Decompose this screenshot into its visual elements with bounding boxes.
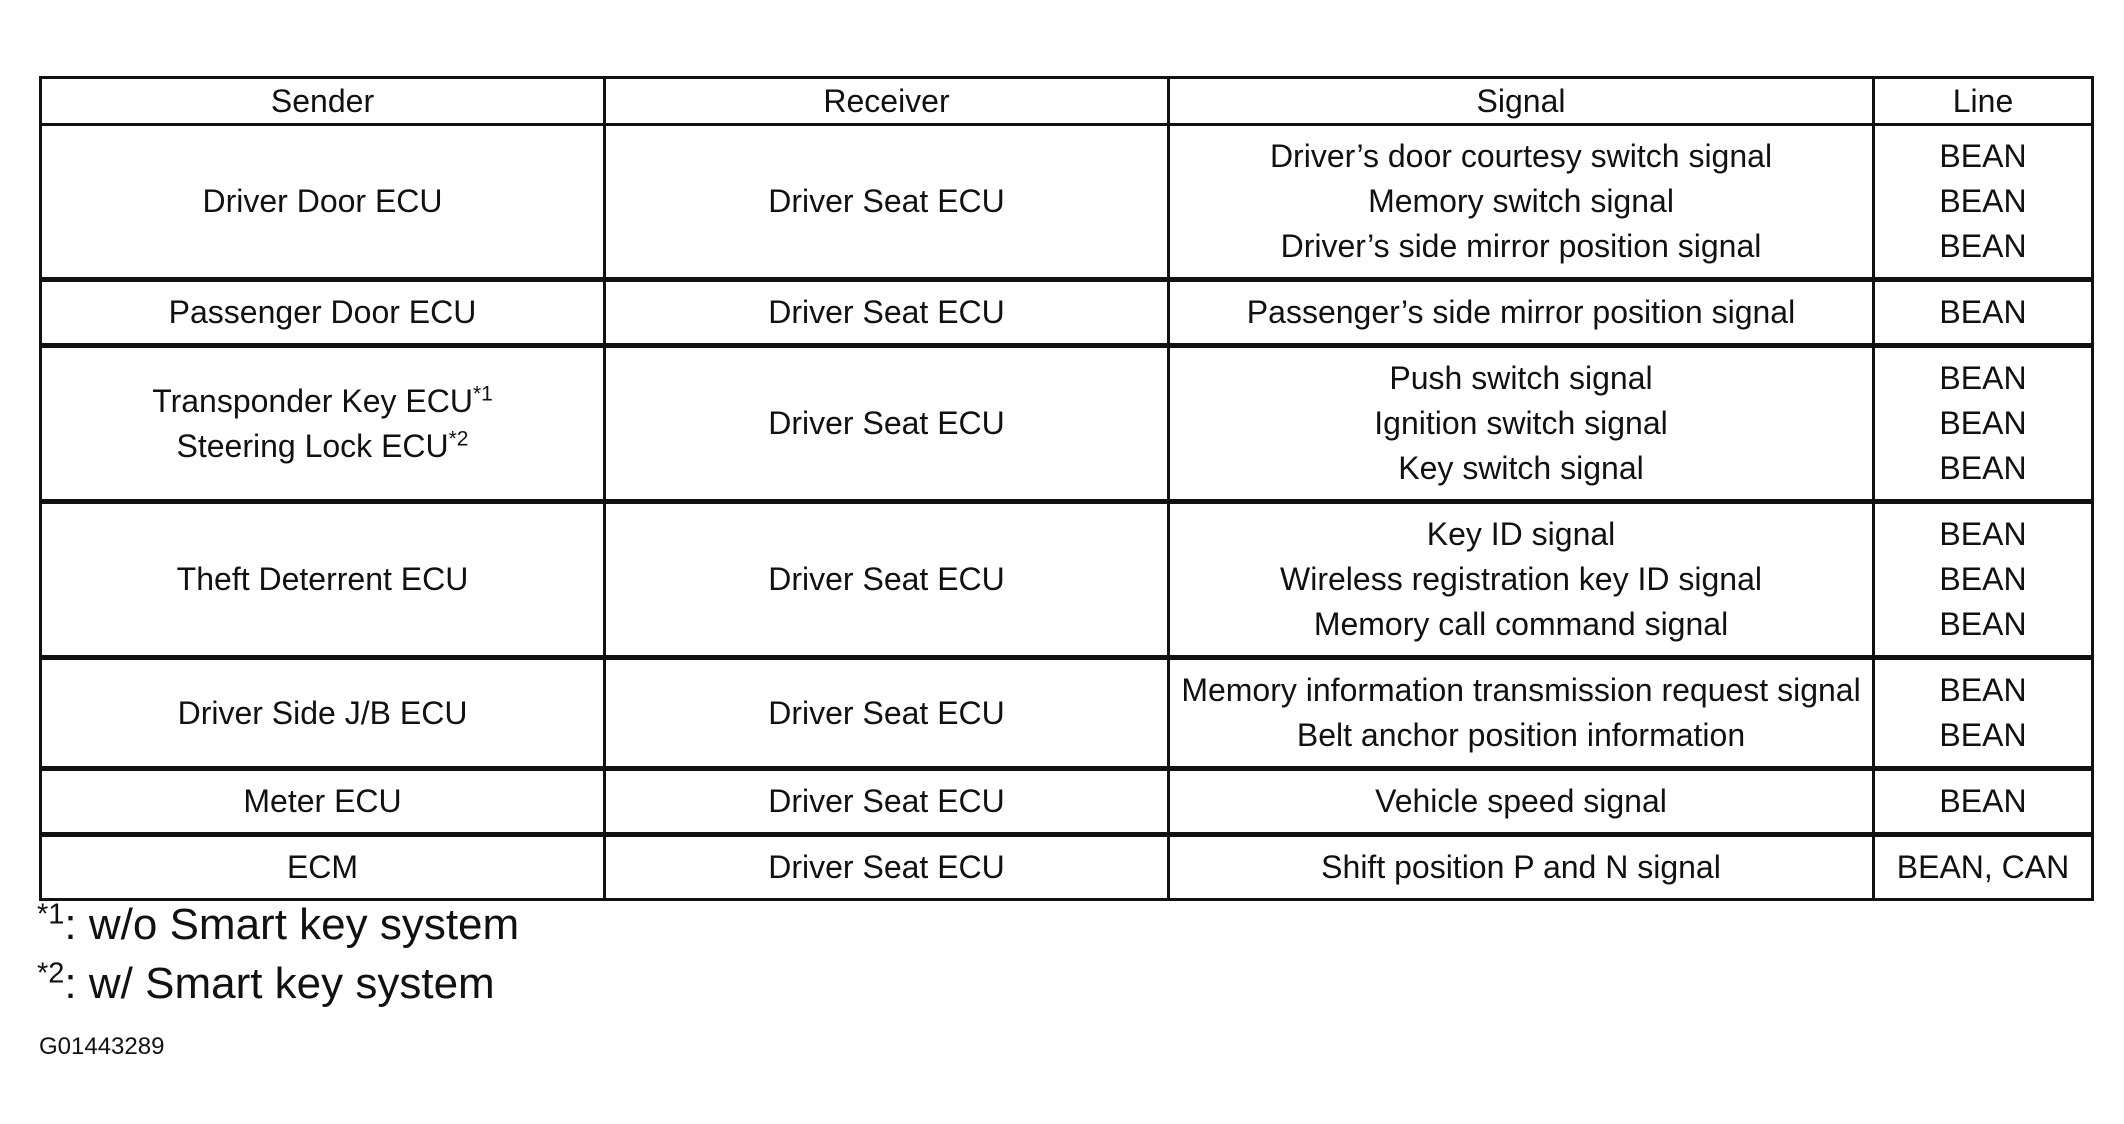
sender-name — [152, 379, 493, 424]
signal-name: Vehicle speed signal — [1375, 783, 1667, 819]
table-row — [41, 346, 2093, 502]
sender-label: Transponder Key ECU — [152, 382, 473, 419]
footnote-text: : w/o Smart key system — [64, 900, 520, 949]
signal-name: Memory call command signal — [1313, 606, 1729, 642]
header-line: Line — [1874, 78, 2093, 125]
header-receiver: Receiver — [605, 78, 1169, 125]
signal-name: Key ID signal — [1426, 516, 1616, 552]
header-signal: Signal — [1169, 78, 1874, 125]
signal-name: Driver’s door courtesy switch signal — [1269, 138, 1773, 174]
sender-cell — [41, 280, 605, 346]
communication-table — [39, 76, 2094, 901]
sender-name — [177, 424, 469, 469]
footnotes — [37, 895, 519, 1013]
signal-cell — [1169, 280, 1874, 346]
line-type: BEAN — [1939, 183, 2027, 219]
table-row — [41, 658, 2093, 769]
sender-name — [169, 290, 477, 335]
table-body — [41, 125, 2093, 900]
signal-cell — [1169, 769, 1874, 835]
signal-cell — [1169, 835, 1874, 900]
line-cell — [1874, 769, 2093, 835]
footnote-mark: *2 — [448, 426, 469, 450]
signal-name: Passenger’s side mirror position signal — [1246, 294, 1796, 330]
signal-name: Wireless registration key ID signal — [1280, 561, 1762, 597]
sender-label: Theft Deterrent ECU — [176, 561, 469, 597]
receiver-cell: Driver Seat ECU — [605, 658, 1169, 769]
header-row — [41, 78, 2093, 125]
header-sender: Sender — [41, 78, 605, 125]
line-cell — [1874, 835, 2093, 900]
line-type: BEAN — [1939, 561, 2027, 597]
signal-cell — [1169, 346, 1874, 502]
receiver-cell: Driver Seat ECU — [605, 125, 1169, 280]
sender-label: Steering Lock ECU — [176, 427, 449, 464]
footnote-mark: *1 — [472, 381, 493, 405]
sender-label: ECM — [286, 849, 359, 885]
receiver-cell: Driver Seat ECU — [605, 502, 1169, 658]
signal-cell — [1169, 502, 1874, 658]
line-cell — [1874, 346, 2093, 502]
sender-name — [177, 557, 469, 602]
footnote-mark: *2 — [37, 957, 65, 990]
signal-name: Push switch signal — [1389, 360, 1653, 396]
line-type: BEAN — [1939, 360, 2027, 396]
signal-name: Shift position P and N signal — [1321, 849, 1721, 885]
line-cell — [1874, 280, 2093, 346]
table-row — [41, 125, 2093, 280]
footnote-1 — [37, 895, 519, 954]
signal-name: Memory switch signal — [1368, 183, 1674, 219]
sender-label: Driver Door ECU — [202, 183, 443, 219]
receiver-cell: Driver Seat ECU — [605, 835, 1169, 900]
sender-label: Driver Side J/B ECU — [177, 694, 468, 731]
line-type: BEAN — [1939, 606, 2027, 642]
signal-cell — [1169, 658, 1874, 769]
line-type: BEAN — [1939, 138, 2027, 174]
receiver-cell: Driver Seat ECU — [605, 769, 1169, 835]
sender-name — [178, 691, 468, 736]
sender-name — [243, 779, 401, 824]
line-type: BEAN — [1939, 516, 2027, 552]
footnote-2 — [37, 954, 519, 1013]
line-type: BEAN — [1939, 405, 2027, 441]
line-type: BEAN, CAN — [1896, 849, 2070, 885]
table-row — [41, 769, 2093, 835]
line-type: BEAN — [1939, 450, 2027, 486]
table-row — [41, 835, 2093, 900]
sender-cell — [41, 125, 605, 280]
receiver-cell: Driver Seat ECU — [605, 280, 1169, 346]
receiver-cell: Driver Seat ECU — [605, 346, 1169, 502]
sender-cell — [41, 658, 605, 769]
signal-name: Memory information transmission request signal — [1181, 672, 1861, 708]
signal-name: Driver’s side mirror position signal — [1280, 228, 1762, 264]
line-cell — [1874, 658, 2093, 769]
line-type: BEAN — [1939, 672, 2027, 708]
sender-label: Passenger Door ECU — [168, 294, 477, 330]
signal-name: Belt anchor position information — [1296, 717, 1746, 753]
signal-name: Key switch signal — [1398, 450, 1644, 486]
line-cell — [1874, 502, 2093, 658]
signal-name: Ignition switch signal — [1374, 405, 1668, 441]
sender-name — [202, 179, 442, 224]
sender-cell — [41, 502, 605, 658]
footnote-text: : w/ Smart key system — [64, 959, 495, 1008]
sender-cell — [41, 835, 605, 900]
line-type: BEAN — [1939, 783, 2027, 819]
line-type: BEAN — [1939, 294, 2027, 330]
sender-cell — [41, 769, 605, 835]
line-cell — [1874, 125, 2093, 280]
sender-label: Meter ECU — [243, 783, 402, 819]
signal-cell — [1169, 125, 1874, 280]
footnote-mark: *1 — [37, 898, 65, 931]
table-row — [41, 280, 2093, 346]
sender-cell — [41, 346, 605, 502]
line-type: BEAN — [1939, 717, 2027, 753]
line-type: BEAN — [1939, 228, 2027, 264]
sender-name — [287, 845, 358, 890]
table-row — [41, 502, 2093, 658]
figure-id: G01443289 — [39, 1033, 165, 1060]
